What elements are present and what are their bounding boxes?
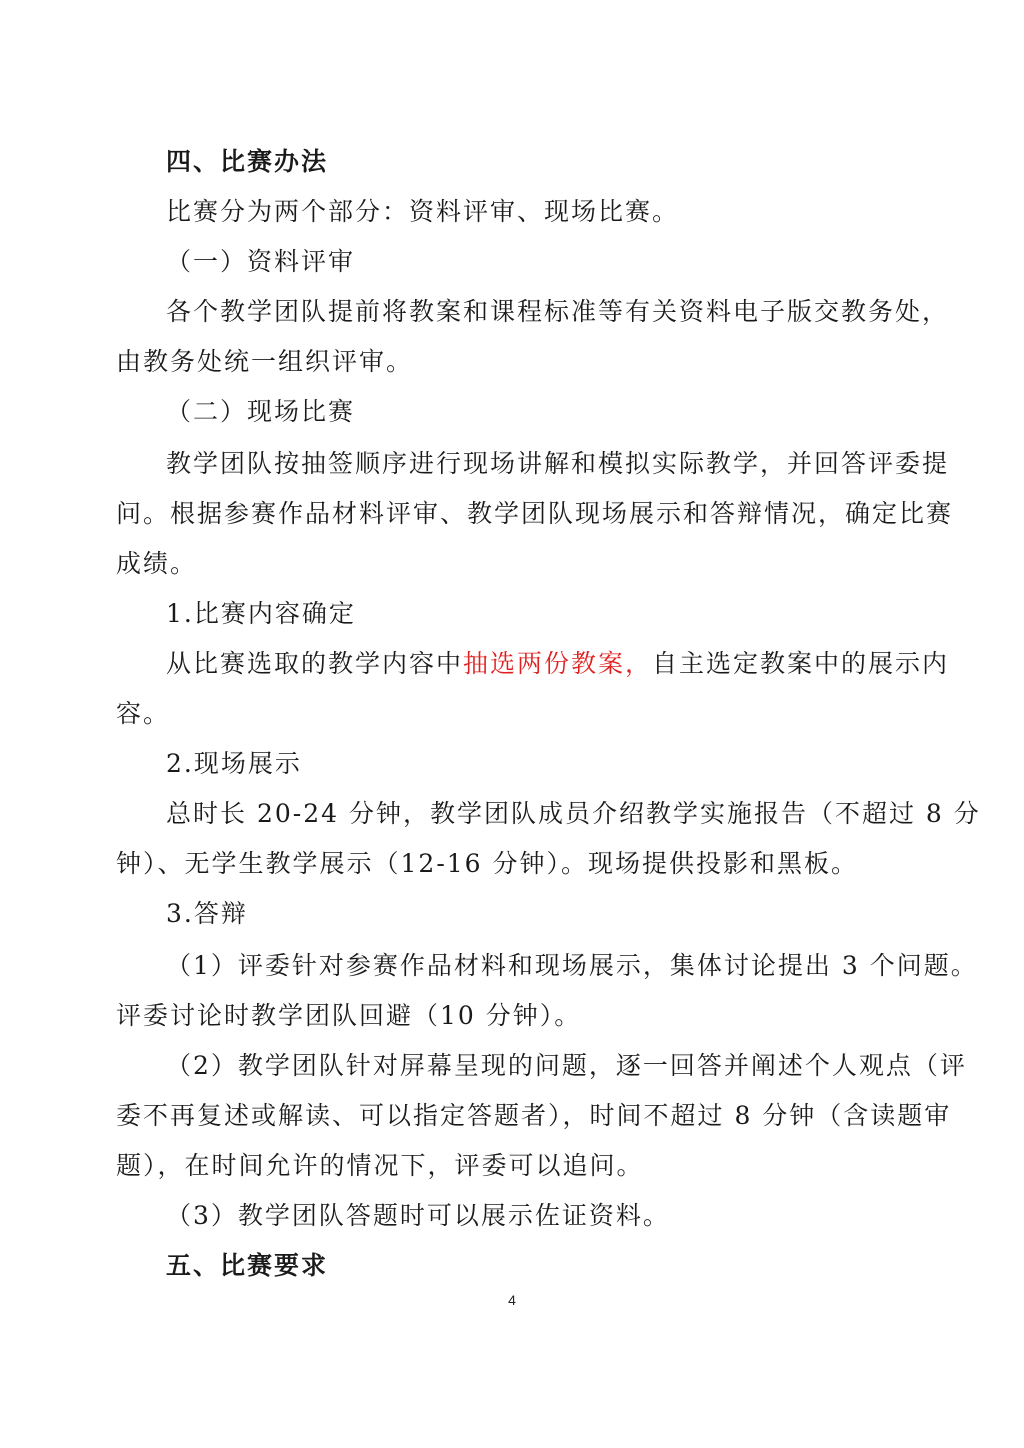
item3-sub1-line1: （1）评委针对参赛作品材料和现场展示，集体讨论提出 3 个问题。 — [166, 951, 978, 980]
item1-line2: 容。 — [116, 699, 171, 728]
item3-sub2-line1: （2）教学团队针对屏幕呈现的问题，逐一回答并阐述个人观点（评 — [166, 1051, 967, 1080]
item3-sub2-line2: 委不再复述或解读、可以指定答题者），时间不超过 8 分钟（含读题审 — [116, 1101, 952, 1130]
item3-sub3-line1: （3）教学团队答题时可以展示佐证资料。 — [166, 1201, 670, 1230]
part1-text-line2: 由教务处统一组织评审。 — [116, 347, 414, 376]
part2-text-line2: 问。根据参赛作品材料评审、教学团队现场展示和答辩情况，确定比赛 — [116, 499, 954, 528]
part1-text-line1: 各个教学团队提前将教案和课程标准等有关资料电子版交教务处， — [166, 297, 950, 326]
item2-title: 2.现场展示 — [166, 749, 302, 778]
item1-title: 1.比赛内容确定 — [166, 599, 356, 628]
item2-line1: 总时长 20-24 分钟，教学团队成员介绍教学实施报告（不超过 8 分 — [166, 799, 981, 828]
part2-title: （二）现场比赛 — [166, 397, 356, 426]
section4-heading: 四、比赛办法 — [166, 147, 329, 176]
item1-line1-before: 从比赛选取的教学内容中 — [166, 649, 464, 678]
item3-title: 3.答辩 — [166, 899, 248, 928]
part2-text-line1: 教学团队按抽签顺序进行现场讲解和模拟实际教学，并回答评委提 — [166, 449, 950, 478]
section4-intro: 比赛分为两个部分：资料评审、现场比赛。 — [166, 197, 680, 226]
item2-line2: 钟）、无学生教学展示（12-16 分钟）。现场提供投影和黑板。 — [116, 849, 859, 878]
item1-line1-highlight: 抽选两份教案， — [463, 649, 653, 678]
part1-title: （一）资料评审 — [166, 247, 356, 276]
item1-line1-after: 自主选定教案中的展示内 — [652, 649, 950, 678]
item1-line1 — [166, 648, 966, 680]
section5-heading: 五、比赛要求 — [166, 1251, 329, 1280]
part2-text-line3: 成绩。 — [116, 549, 198, 578]
item3-sub1-line2: 评委讨论时教学团队回避（10 分钟）。 — [116, 1001, 582, 1030]
item3-sub2-line3: 题），在时间允许的情况下，评委可以追问。 — [116, 1151, 644, 1180]
page-number: 4 — [508, 1292, 516, 1308]
